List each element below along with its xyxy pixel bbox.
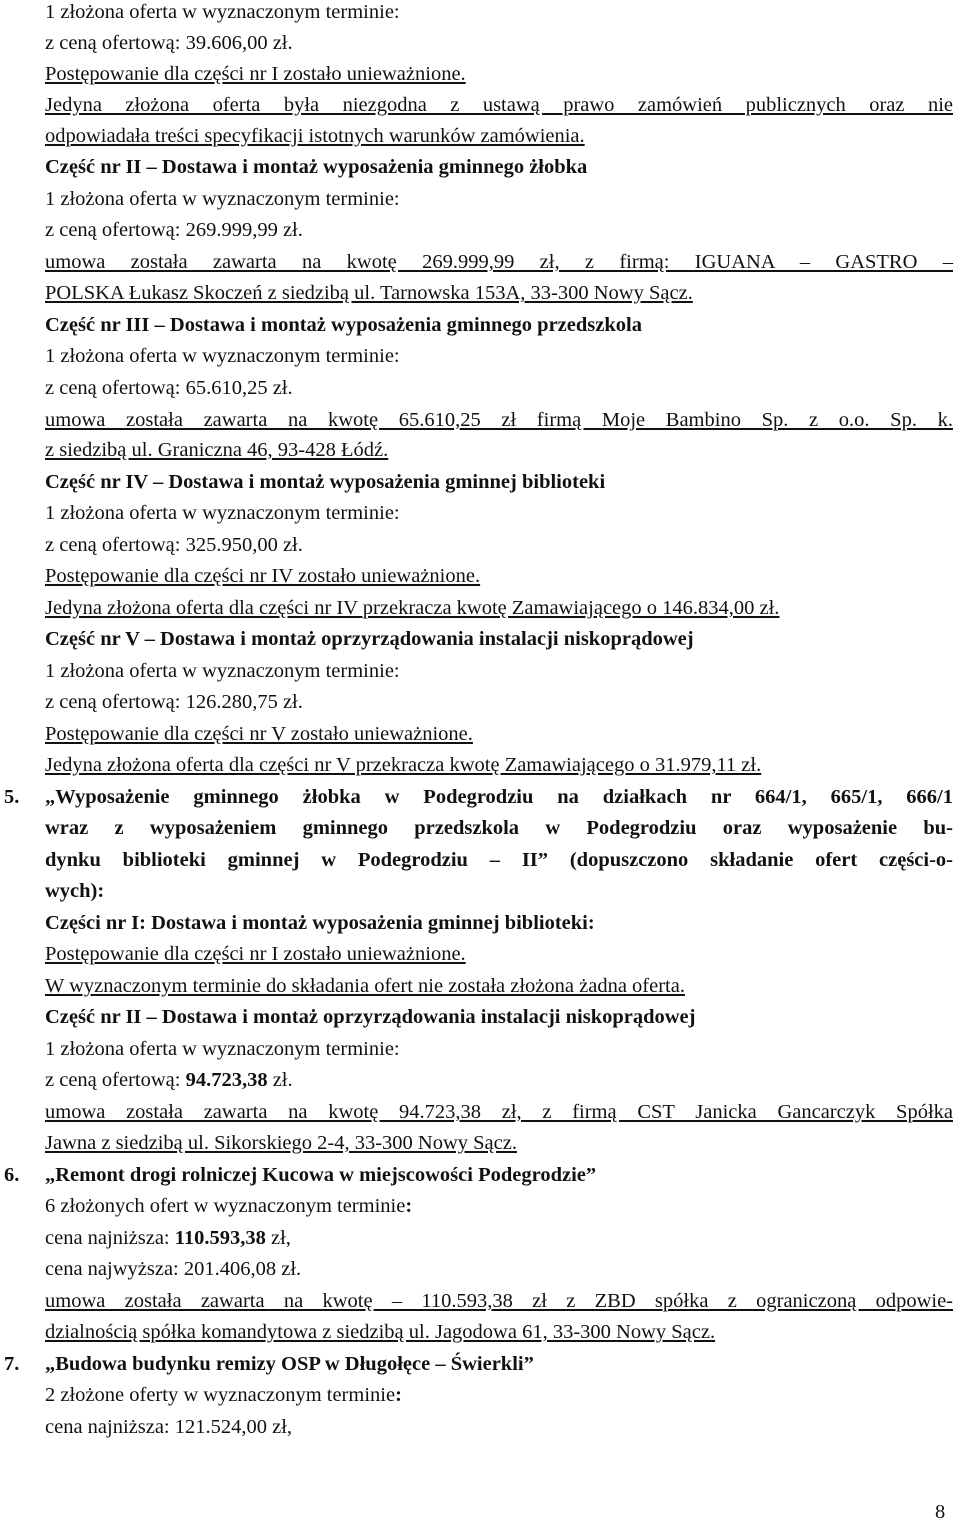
contract-line: umowa została zawarta na kwotę – 110.593,38 zł z ZBD spółka z ograniczoną odpowie- bbox=[45, 1290, 953, 1312]
part-heading: Część nr V – Dostawa i montaż oprzyrządowania instalacji niskoprądowej bbox=[45, 628, 694, 650]
item-title-line: „Budowa budynku remizy OSP w Długołęce – Świerkli” bbox=[45, 1353, 534, 1375]
offer-count-line: 1 złożona oferta w wyznaczonym terminie: bbox=[45, 188, 400, 210]
highest-price-line: cena najwyższa: 201.406,08 zł. bbox=[45, 1258, 302, 1280]
contract-address-line: Jawna z siedzibą ul. Sikorskiego 2-4, 33-300 Nowy Sącz. bbox=[45, 1132, 517, 1154]
cancellation-reason-line: Jedyna złożona oferta dla części nr IV przekracza kwotę Zamawiającego o 146.834,00 zł. bbox=[45, 597, 780, 619]
lowest-price-line bbox=[45, 1226, 291, 1250]
page-number: 8 bbox=[935, 1501, 946, 1523]
part-heading: Część nr II – Dostawa i montaż wyposażenia gminnego żłobka bbox=[45, 156, 588, 178]
offer-count-line bbox=[45, 1194, 412, 1218]
contract-address-line: dzialnością spółka komandytowa z siedzibą ul. Jagodowa 61, 33-300 Nowy Sącz. bbox=[45, 1321, 716, 1343]
offer-count-line: 1 złożona oferta w wyznaczonym terminie: bbox=[45, 660, 400, 682]
item-title-line: wych): bbox=[45, 880, 105, 902]
cancellation-line: Postępowanie dla części nr IV zostało unieważnione. bbox=[45, 565, 481, 587]
part-heading: Część nr III – Dostawa i montaż wyposażenia gminnego przedszkola bbox=[45, 314, 642, 336]
offer-count-line: 1 złożona oferta w wyznaczonym terminie: bbox=[45, 345, 400, 367]
contract-line: umowa została zawarta na kwotę 269.999,99 zł, z firmą: IGUANA – GASTRO – bbox=[45, 251, 953, 273]
offer-count-line bbox=[45, 1383, 402, 1407]
item-number: 5. bbox=[4, 786, 20, 808]
lowest-price-label: cena najniższa: bbox=[45, 1227, 175, 1249]
offer-count-line: 1 złożona oferta w wyznaczonym terminie: bbox=[45, 502, 400, 524]
cancellation-reason-line: W wyznaczonym terminie do składania ofert nie została złożona żadna oferta. bbox=[45, 975, 685, 997]
contract-address-line: z siedzibą ul. Graniczna 46, 93-428 Łódź. bbox=[45, 439, 389, 461]
offer-count-line: 1 złożona oferta w wyznaczonym terminie: bbox=[45, 1, 400, 23]
lowest-price-currency: zł, bbox=[265, 1227, 291, 1249]
contract-address-line: POLSKA Łukasz Skoczeń z siedzibą ul. Tarnowska 153A, 33-300 Nowy Sącz. bbox=[45, 282, 693, 304]
item-number: 6. bbox=[4, 1164, 20, 1186]
part-heading: Część nr IV – Dostawa i montaż wyposażenia gminnej biblioteki bbox=[45, 471, 606, 493]
item-number: 7. bbox=[4, 1353, 20, 1375]
offer-price-value: 94.723,38 bbox=[185, 1069, 268, 1091]
item-title-line: wraz z wyposażeniem gminnego przedszkola w Podegrodziu oraz wyposażenie bu- bbox=[45, 817, 953, 839]
cancellation-line: Postępowanie dla części nr I zostało unieważnione. bbox=[45, 63, 466, 85]
offer-count-line: 1 złożona oferta w wyznaczonym terminie: bbox=[45, 1038, 400, 1060]
offer-price-line bbox=[45, 1068, 293, 1092]
lowest-price-line: cena najniższa: 121.524,00 zł, bbox=[45, 1416, 293, 1438]
cancellation-reason-line: odpowiadała treści specyfikacji istotnych warunków zamówienia. bbox=[45, 125, 585, 147]
offer-count-colon: : bbox=[405, 1195, 413, 1217]
cancellation-line: Postępowanie dla części nr I zostało unieważnione. bbox=[45, 943, 466, 965]
offer-price-line: z ceną ofertową: 269.999,99 zł. bbox=[45, 219, 303, 241]
item-title-line: dynku biblioteki gminnej w Podegrodziu – II” (dopuszczono składanie ofert części-o- bbox=[45, 849, 953, 871]
cancellation-line: Postępowanie dla części nr V zostało unieważnione. bbox=[45, 723, 473, 745]
offer-price-line: z ceną ofertową: 126.280,75 zł. bbox=[45, 691, 303, 713]
offer-count-colon: : bbox=[395, 1384, 402, 1406]
item-title-line: „Remont drogi rolniczej Kucowa w miejscowości Podegrodzie” bbox=[45, 1164, 597, 1186]
cancellation-reason-line: Jedyna złożona oferta dla części nr V przekracza kwotę Zamawiającego o 31.979,11 zł. bbox=[45, 754, 762, 776]
offer-price-line: z ceną ofertową: 65.610,25 zł. bbox=[45, 377, 293, 399]
offer-price-line: z ceną ofertową: 39.606,00 zł. bbox=[45, 32, 293, 54]
part-heading: Części nr I: Dostawa i montaż wyposażenia gminnej biblioteki: bbox=[45, 912, 595, 934]
lowest-price-value: 110.593,38 bbox=[174, 1227, 266, 1249]
cancellation-reason-line: Jedyna złożona oferta była niezgodna z ustawą prawo zamówień publicznych oraz nie bbox=[45, 94, 953, 116]
offer-count-text: 6 złożonych ofert w wyznaczonym terminie bbox=[45, 1195, 406, 1217]
part-heading: Część nr II – Dostawa i montaż oprzyrządowania instalacji niskoprądowej bbox=[45, 1006, 696, 1028]
item-title-line: „Wyposażenie gminnego żłobka w Podegrodziu na działkach nr 664/1, 665/1, 666/1 bbox=[45, 786, 953, 808]
contract-line: umowa została zawarta na kwotę 94.723,38 zł, z firmą CST Janicka Gancarczyk Spółka bbox=[45, 1101, 953, 1123]
offer-price-label: z ceną ofertową: bbox=[45, 1069, 186, 1091]
offer-count-text: 2 złożone oferty w wyznaczonym terminie bbox=[45, 1384, 396, 1406]
offer-price-line: z ceną ofertową: 325.950,00 zł. bbox=[45, 534, 303, 556]
offer-price-currency: zł. bbox=[267, 1069, 293, 1091]
contract-line: umowa została zawarta na kwotę 65.610,25 zł firmą Moje Bambino Sp. z o.o. Sp. k. bbox=[45, 409, 953, 431]
